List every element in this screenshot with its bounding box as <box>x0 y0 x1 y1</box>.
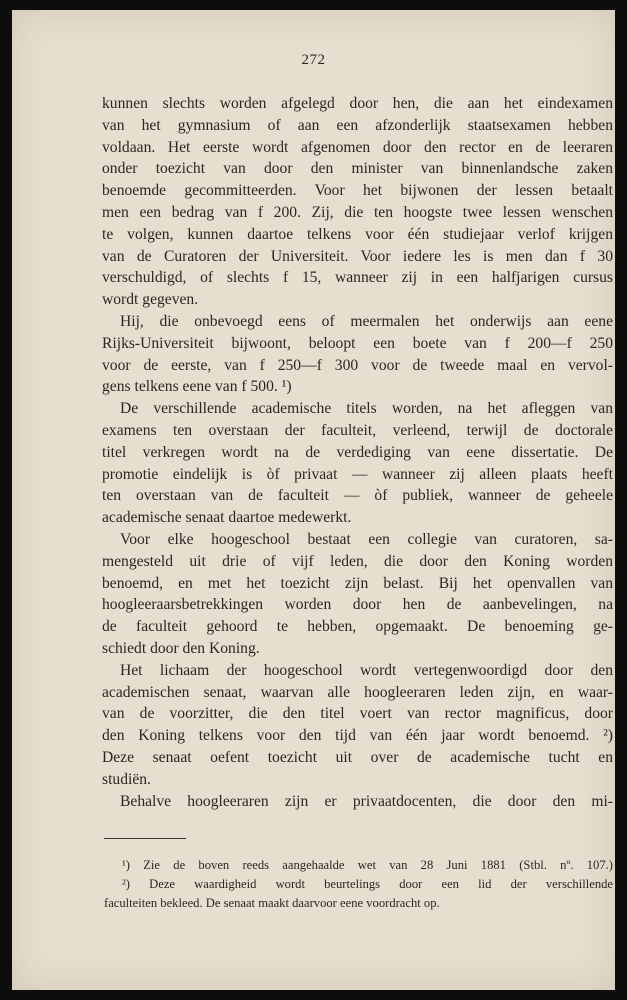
text-line: te volgen, kunnen daartoe telkens voor één studiejaar verlof krijgen <box>102 225 613 243</box>
text-line: van de Curatoren der Universiteit. Voor iedere les is men dan f 30 <box>102 247 613 265</box>
footnotes <box>104 856 613 913</box>
paragraph-start-line: Voor elke hoogeschool bestaat een collegie van curatoren, sa- <box>120 530 613 548</box>
text-line: schiedt door den Koning. <box>102 639 260 657</box>
text-line: benoemde gecommitteerden. Voor het bijwonen der lessen betaalt <box>102 182 613 200</box>
text-line: Deze senaat oefent toezicht uit over de academische tucht en <box>102 748 613 766</box>
paragraph-start-line: Het lichaam der hoogeschool wordt vertegenwoordigd door den <box>120 661 613 679</box>
footnote-line: ²) Deze waardigheid wordt beurtelings door een lid der verschillende <box>122 877 613 891</box>
text-line: ten overstaan van de faculteit — òf publiek, wanneer de geheele <box>102 487 613 505</box>
book-page <box>12 10 615 990</box>
text-line: mengesteld uit drie of vijf leden, die door den Koning worden <box>102 552 613 570</box>
text-line: academische senaat daartoe medewerkt. <box>102 509 352 527</box>
text-line: titel verkregen wordt na de verdediging van eene dissertatie. De <box>102 443 613 461</box>
text-line: studiën. <box>102 770 151 788</box>
paragraph-start-line: De verschillende academische titels worden, na het afleggen van <box>120 400 613 418</box>
paragraph-start-line: Behalve hoogleeraren zijn er privaatdocenten, die door den mi- <box>120 792 613 810</box>
text-line: examens ten overstaan der faculteit, verleend, terwijl de doctorale <box>102 421 613 439</box>
text-line: Rijks-Universiteit bijwoont, beloopt een boete van f 200—f 250 <box>102 334 613 352</box>
text-line: verschuldigd, of slechts f 15, wanneer zij in een halfjarigen cursus <box>102 269 613 287</box>
text-line: gens telkens eene van f 500. ¹) <box>102 378 292 396</box>
text-line: de faculteit gehoord te hebben, opgemaakt. De benoeming ge- <box>102 618 613 636</box>
footnote-divider <box>104 838 186 839</box>
text-line: promotie eindelijk is òf privaat — wanneer zij alleen plaats heeft <box>102 465 613 483</box>
body-text <box>102 93 613 812</box>
text-line: onder toezicht van door den minister van binnenlandsche zaken <box>102 160 613 178</box>
footnote-line: ¹) Zie de boven reeds aangehaalde wet van 28 Juni 1881 (Stbl. nº. 107.) <box>122 858 613 872</box>
text-line: academischen senaat, waarvan alle hoogleeraren leden zijn, en waar- <box>102 683 613 701</box>
text-line: van de voorzitter, die den titel voert van rector magnificus, door <box>102 705 613 723</box>
text-line: kunnen slechts worden afgelegd door hen, die aan het eindexamen <box>102 95 613 112</box>
text-line: men een bedrag van f 200. Zij, die ten hoogste twee lessen wenschen <box>102 203 613 221</box>
text-line: voor de eerste, van f 250—f 300 voor de tweede maal en vervol- <box>102 356 613 374</box>
text-line: hoogleeraarsbetrekkingen worden door hen de aanbevelingen, na <box>102 596 613 614</box>
text-line: van het gymnasium of aan een afzonderlijk staatsexamen hebben <box>102 116 613 134</box>
footnote-line: faculteiten bekleed. De senaat maakt daarvoor eene voordracht op. <box>104 896 440 910</box>
paragraph-start-line: Hij, die onbevoegd eens of meermalen het onderwijs aan eene <box>120 312 613 330</box>
page-number: 272 <box>301 52 326 68</box>
text-line: voldaan. Het eerste wordt afgenomen door den rector en de leeraren <box>102 138 613 156</box>
text-line: wordt gegeven. <box>102 291 199 309</box>
text-line: benoemd, en met het toezicht zijn belast. Bij het openvallen van <box>102 574 613 592</box>
text-line: den Koning telkens voor den tijd van één jaar wordt benoemd. ²) <box>102 727 613 745</box>
